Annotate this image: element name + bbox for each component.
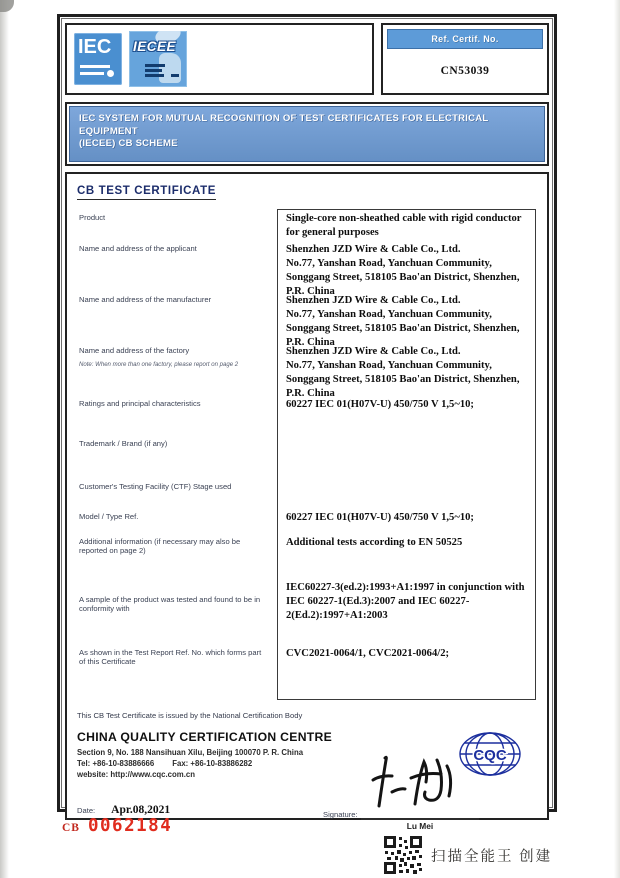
iecee-logo-text: IECEE: [133, 39, 177, 54]
row-trademark: [77, 435, 537, 478]
header-row: [65, 23, 549, 95]
cb-serial: [62, 816, 172, 836]
scheme-banner-line1: IEC SYSTEM FOR MUTUAL RECOGNITION OF TEST CERTIFICATES FOR ELECTRICAL EQUIPMENT: [79, 113, 489, 137]
row-factory-value: Shenzhen JZD Wire & Cable Co., Ltd. No.77, Yanshan Road, Yanchuan Community, Songgang Street, 518105 Bao'an District, Shenzhen, P.R. China: [286, 345, 520, 399]
ncb-tel: Tel: +86-10-83886666: [77, 758, 155, 768]
row-model: [77, 508, 537, 533]
row-product: [77, 209, 537, 240]
row-ratings: [77, 395, 537, 435]
ref-certif-value: CN53039: [440, 65, 490, 77]
ncb-address: Section 9, No. 188 Nansihuan Xilu, Beijing 100070 P. R. China: [77, 747, 304, 757]
iecee-logo-icon: [129, 31, 187, 87]
date-label: Date:: [77, 805, 96, 815]
row-factory: [77, 342, 537, 399]
row-ctf: [77, 478, 537, 508]
signatory-name: Lu Mei: [406, 820, 434, 831]
row-applicant: [77, 240, 537, 297]
issued-by-statement: This CB Test Certificate is issued by the National Certification Body: [77, 710, 303, 720]
svg-text:CQC: CQC: [473, 746, 507, 764]
scan-watermark: [383, 835, 552, 875]
certificate-table: [77, 209, 537, 700]
certificate-title: CB TEST CERTIFICATE: [77, 185, 216, 200]
ref-certif-box: [381, 23, 549, 95]
qr-code-icon: [383, 835, 423, 875]
ncb-website: website: http://www.cqc.com.cn: [77, 769, 195, 779]
date-value: Apr.08,2021: [111, 803, 171, 816]
logo-box: [65, 23, 374, 95]
signature-line: [361, 818, 479, 820]
row-additional-info-label: Additional information (if necessary may also be reported on page 2): [79, 536, 241, 555]
row-factory-note: Note: When more than one factory, please report on page 2: [79, 361, 239, 368]
row-conformity: [77, 578, 537, 644]
row-model-label: Model / Type Ref.: [79, 511, 139, 521]
row-trademark-value: [277, 435, 537, 478]
row-model-value: 60227 IEC 01(H07V-U) 450/750 V 1,5~10;: [286, 511, 474, 523]
cqc-logo-icon: [457, 730, 523, 778]
row-test-report-value: CVC2021-0064/1, CVC2021-0064/2;: [286, 647, 450, 659]
row-additional-info: [77, 533, 537, 578]
row-additional-info-value: Additional tests according to EN 50525: [286, 536, 463, 548]
row-test-report: [77, 644, 537, 700]
date-row: [77, 804, 170, 816]
scheme-banner-line2: (IECEE) CB SCHEME: [79, 138, 178, 149]
iec-logo-icon: [74, 33, 122, 85]
scan-watermark-text: 扫描全能王 创建: [431, 848, 553, 865]
row-applicant-label: Name and address of the applicant: [79, 243, 197, 253]
handwritten-signature: [365, 752, 469, 814]
cb-serial-number: 0062184: [87, 816, 173, 836]
row-ratings-label: Ratings and principal characteristics: [79, 398, 201, 408]
iec-logo-text: IEC: [78, 36, 112, 58]
ncb-name: CHINA QUALITY CERTIFICATION CENTRE: [77, 729, 333, 744]
signature-label: Signature:: [323, 809, 358, 819]
row-product-value: Single-core non-sheathed cable with rigid conductor for general purposes: [286, 212, 522, 238]
row-applicant-value: Shenzhen JZD Wire & Cable Co., Ltd. No.77, Yanshan Road, Yanchuan Community, Songgang Street, 518105 Bao'an District, Shenzhen, P.R. China: [286, 243, 520, 297]
scheme-banner: [65, 102, 549, 166]
ref-certif-label: Ref. Certif. No.: [387, 29, 543, 49]
row-manufacturer: [77, 291, 537, 348]
row-product-label: Product: [79, 212, 106, 222]
row-ctf-label: Customer's Testing Facility (CTF) Stage used: [79, 481, 232, 491]
row-conformity-label: A sample of the product was tested and found to be in conformity with: [79, 594, 261, 613]
row-ctf-value: [277, 478, 537, 508]
row-manufacturer-label: Name and address of the manufacturer: [79, 294, 212, 304]
ncb-fax: Fax: +86-10-83886282: [172, 758, 253, 768]
row-ratings-value: 60227 IEC 01(H07V-U) 450/750 V 1,5~10;: [286, 398, 474, 410]
row-manufacturer-value: Shenzhen JZD Wire & Cable Co., Ltd. No.77, Yanshan Road, Yanchuan Community, Songgang Street, 518105 Bao'an District, Shenzhen, P.R. China: [286, 294, 520, 348]
row-trademark-label: Trademark / Brand (if any): [79, 438, 168, 448]
row-test-report-label: As shown in the Test Report Ref. No. which forms part of this Certificate: [79, 647, 262, 666]
cb-serial-prefix: CB: [62, 822, 80, 834]
row-factory-label: Name and address of the factory Note: When more than one factory, please report on page 2: [77, 342, 277, 395]
row-conformity-value: IEC60227-3(ed.2):1993+A1:1997 in conjunction with IEC 60227-1(Ed.3):2007 and IEC 60227-2(Ed.2):1997+A1:2003: [286, 581, 525, 621]
